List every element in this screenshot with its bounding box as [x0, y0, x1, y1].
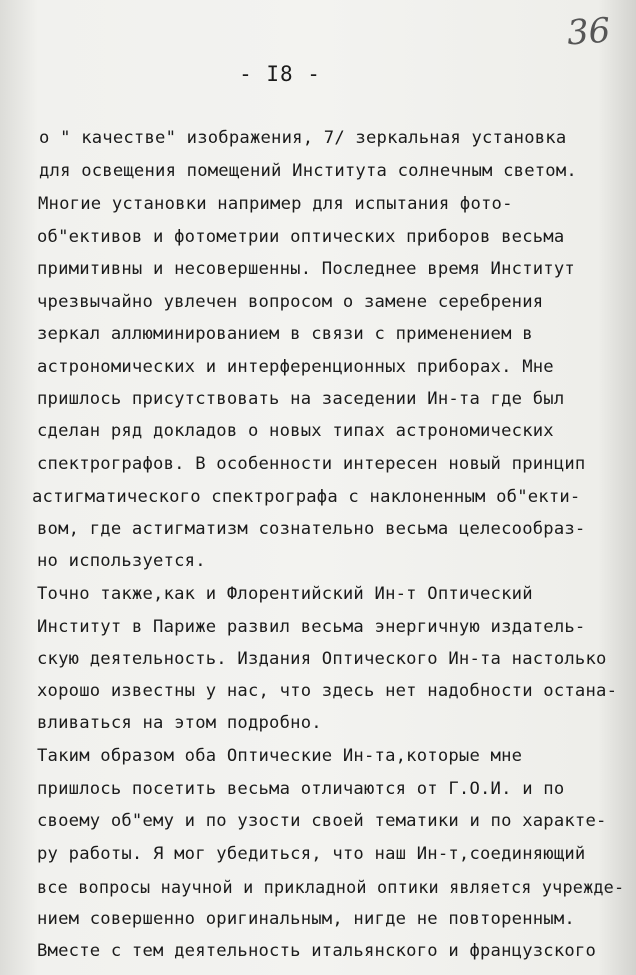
text-line: зеркал аллюминированием в связи с применением в	[37, 324, 533, 344]
text-line: пришлось посетить весьма отличаются от Г.О.И. и по	[37, 779, 565, 799]
page-number: - I8 -	[239, 62, 321, 86]
text-line: скую деятельность. Издания Оптического Ин-та настолько	[37, 649, 607, 669]
text-line: Таким образом оба Оптические Ин-та,которые мне	[37, 746, 523, 766]
text-line: сделан ряд докладов о новых типах астрономических	[37, 421, 554, 441]
text-line: но используется.	[37, 551, 206, 571]
text-line: нием совершенно оригинальным, нигде не повторенным.	[37, 909, 575, 929]
text-line: астрономических и интерференционных приборах. Мне	[37, 357, 554, 377]
text-line: ру работы. Я мог убедиться, что наш Ин-т,соединяющий	[37, 844, 586, 864]
text-line: для освещения помещений Института солнечным светом.	[39, 161, 577, 181]
text-line: спектрографов. В особенности интересен новый принцип	[37, 454, 586, 474]
text-line: вливаться на этом подробно.	[37, 713, 322, 733]
text-line: хорошо известны у нас, что здесь нет надобности остана-	[37, 681, 618, 701]
text-line: пришлось присутствовать на заседении Ин-та где был	[37, 389, 565, 409]
text-line: своему об"ему и по узости своей тематики и по характе-	[37, 811, 607, 831]
text-line: вом, где астигматизм сознательно весьма целесообраз-	[37, 519, 586, 539]
text-line: астигматического спектрографа с наклоненным об"екти-	[32, 487, 581, 507]
text-line: Вместе с тем деятельность итальянского и французского	[37, 941, 597, 961]
text-line: о " качестве" изображения, 7/ зеркальная установка	[39, 128, 567, 148]
text-line: Точно также,как и Флорентийский Ин-т Оптический	[37, 584, 533, 604]
text-line: Институт в Париже развил весьма энергичную издатель-	[37, 617, 586, 637]
text-line: чрезвычайно увлечен вопросом о замене серебрения	[37, 292, 544, 312]
text-line: все вопросы научной и прикладной оптики является учрежде-	[37, 877, 625, 897]
text-line: Многие установки например для испытания фото-	[38, 194, 513, 214]
handwritten-page-number: 36	[565, 10, 612, 54]
text-line: об"ективов и фотометрии оптических приборов весьма	[37, 227, 565, 247]
text-line: примитивны и несовершенны. Последнее время Институт	[37, 259, 575, 279]
